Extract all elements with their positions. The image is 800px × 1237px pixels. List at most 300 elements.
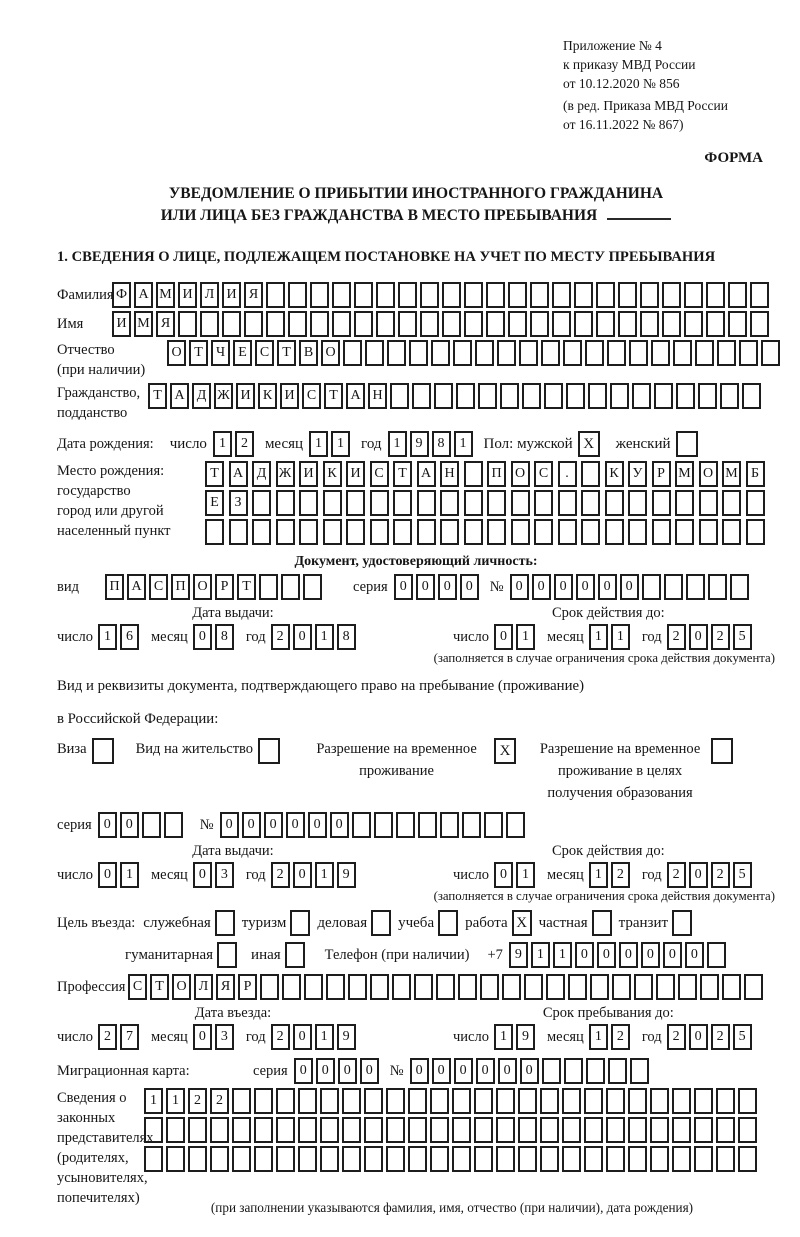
char-box[interactable]: 1 (611, 624, 630, 650)
char-box[interactable]: И (299, 461, 318, 487)
char-box[interactable] (440, 490, 459, 516)
char-box[interactable]: Р (652, 461, 671, 487)
char-box[interactable]: 6 (120, 624, 139, 650)
char-box[interactable]: Т (324, 383, 343, 409)
char-box[interactable]: 2 (711, 1024, 730, 1050)
char-box[interactable] (254, 1088, 273, 1114)
char-box[interactable]: 2 (711, 624, 730, 650)
char-box[interactable] (720, 383, 739, 409)
char-box[interactable]: А (134, 282, 153, 308)
char-box[interactable] (254, 1146, 273, 1172)
char-box[interactable] (761, 340, 780, 366)
char-box[interactable]: 9 (516, 1024, 535, 1050)
char-box[interactable]: Т (393, 461, 412, 487)
char-box[interactable] (716, 1146, 735, 1172)
char-box[interactable] (348, 974, 367, 1000)
char-box[interactable]: 2 (271, 862, 290, 888)
char-box[interactable] (586, 1058, 605, 1084)
char-box[interactable]: Л (200, 282, 219, 308)
char-box[interactable] (299, 490, 318, 516)
char-box[interactable] (393, 519, 412, 545)
char-box[interactable]: П (171, 574, 190, 600)
char-box[interactable] (584, 1146, 603, 1172)
char-box[interactable]: Л (194, 974, 213, 1000)
char-box[interactable] (276, 1088, 295, 1114)
char-box[interactable]: 0 (689, 862, 708, 888)
char-box[interactable]: 2 (98, 1024, 117, 1050)
char-box[interactable]: 8 (432, 431, 451, 457)
char-box[interactable]: 0 (494, 624, 513, 650)
char-box[interactable] (276, 1146, 295, 1172)
char-box[interactable] (664, 574, 683, 600)
char-box[interactable] (376, 282, 395, 308)
char-box[interactable]: 0 (689, 1024, 708, 1050)
char-box[interactable]: А (417, 461, 436, 487)
char-box[interactable] (390, 383, 409, 409)
char-box[interactable] (288, 311, 307, 337)
char-box[interactable] (474, 1146, 493, 1172)
purpose-commercial-checkbox[interactable] (371, 910, 391, 936)
char-box[interactable] (458, 974, 477, 1000)
char-box[interactable] (581, 519, 600, 545)
char-box[interactable]: 1 (516, 624, 535, 650)
char-box[interactable]: 1 (589, 1024, 608, 1050)
char-box[interactable] (142, 812, 161, 838)
char-box[interactable] (618, 311, 637, 337)
char-box[interactable] (695, 340, 714, 366)
char-box[interactable]: 0 (193, 862, 212, 888)
char-box[interactable]: Т (205, 461, 224, 487)
char-box[interactable]: 8 (215, 624, 234, 650)
purpose-other-checkbox[interactable] (285, 942, 305, 968)
char-box[interactable] (252, 519, 271, 545)
char-box[interactable]: 0 (293, 624, 312, 650)
char-box[interactable] (452, 1146, 471, 1172)
char-box[interactable] (352, 812, 371, 838)
char-box[interactable]: 1 (589, 624, 608, 650)
char-box[interactable]: Ж (276, 461, 295, 487)
char-box[interactable] (487, 490, 506, 516)
char-box[interactable] (628, 1117, 647, 1143)
char-box[interactable] (500, 383, 519, 409)
char-box[interactable] (605, 490, 624, 516)
char-box[interactable] (276, 490, 295, 516)
sex-male-checkbox[interactable]: X (578, 431, 600, 457)
char-box[interactable] (585, 340, 604, 366)
purpose-work-checkbox[interactable]: X (512, 910, 532, 936)
char-box[interactable] (606, 1117, 625, 1143)
char-box[interactable] (282, 974, 301, 1000)
char-box[interactable]: 2 (711, 862, 730, 888)
char-box[interactable]: 3 (215, 862, 234, 888)
char-box[interactable] (354, 282, 373, 308)
char-box[interactable]: Б (746, 461, 765, 487)
char-box[interactable] (434, 383, 453, 409)
char-box[interactable]: 2 (667, 1024, 686, 1050)
char-box[interactable]: 0 (98, 812, 117, 838)
char-box[interactable]: 1 (166, 1088, 185, 1114)
char-box[interactable] (739, 340, 758, 366)
char-box[interactable]: 1 (331, 431, 350, 457)
char-box[interactable] (642, 574, 661, 600)
char-box[interactable] (398, 282, 417, 308)
char-box[interactable]: 0 (416, 574, 435, 600)
char-box[interactable] (364, 1117, 383, 1143)
char-box[interactable] (412, 383, 431, 409)
char-box[interactable]: 0 (432, 1058, 451, 1084)
char-box[interactable] (496, 1117, 515, 1143)
char-box[interactable]: Ж (214, 383, 233, 409)
char-box[interactable]: 1 (516, 862, 535, 888)
char-box[interactable]: 0 (532, 574, 551, 600)
char-box[interactable] (706, 311, 725, 337)
char-box[interactable]: Т (237, 574, 256, 600)
char-box[interactable] (464, 461, 483, 487)
char-box[interactable] (414, 974, 433, 1000)
char-box[interactable] (650, 1117, 669, 1143)
char-box[interactable] (370, 974, 389, 1000)
char-box[interactable] (728, 282, 747, 308)
char-box[interactable]: Я (156, 311, 175, 337)
char-box[interactable] (342, 1088, 361, 1114)
char-box[interactable] (558, 519, 577, 545)
char-box[interactable]: 0 (641, 942, 660, 968)
char-box[interactable] (346, 490, 365, 516)
char-box[interactable]: 0 (476, 1058, 495, 1084)
char-box[interactable] (259, 574, 278, 600)
char-box[interactable]: В (299, 340, 318, 366)
char-box[interactable] (700, 974, 719, 1000)
char-box[interactable]: 0 (308, 812, 327, 838)
char-box[interactable] (164, 812, 183, 838)
char-box[interactable]: О (699, 461, 718, 487)
char-box[interactable] (673, 340, 692, 366)
char-box[interactable] (266, 282, 285, 308)
char-box[interactable]: 1 (315, 862, 334, 888)
char-box[interactable] (564, 1058, 583, 1084)
char-box[interactable] (462, 812, 481, 838)
char-box[interactable] (417, 490, 436, 516)
char-box[interactable]: 0 (410, 1058, 429, 1084)
char-box[interactable] (518, 1117, 537, 1143)
char-box[interactable] (386, 1117, 405, 1143)
char-box[interactable] (722, 974, 741, 1000)
char-box[interactable] (386, 1088, 405, 1114)
char-box[interactable]: И (236, 383, 255, 409)
char-box[interactable] (684, 282, 703, 308)
char-box[interactable] (387, 340, 406, 366)
char-box[interactable] (672, 1117, 691, 1143)
char-box[interactable]: Т (277, 340, 296, 366)
char-box[interactable] (346, 519, 365, 545)
char-box[interactable] (436, 974, 455, 1000)
char-box[interactable] (522, 383, 541, 409)
temp-residence-checkbox[interactable]: X (494, 738, 516, 764)
char-box[interactable]: А (346, 383, 365, 409)
char-box[interactable] (484, 812, 503, 838)
char-box[interactable] (607, 340, 626, 366)
char-box[interactable] (252, 490, 271, 516)
char-box[interactable] (544, 383, 563, 409)
purpose-private-checkbox[interactable] (592, 910, 612, 936)
char-box[interactable] (530, 282, 549, 308)
char-box[interactable]: Ф (112, 282, 131, 308)
char-box[interactable] (628, 490, 647, 516)
char-box[interactable]: С (255, 340, 274, 366)
char-box[interactable]: 5 (733, 624, 752, 650)
char-box[interactable] (542, 1058, 561, 1084)
char-box[interactable]: З (229, 490, 248, 516)
char-box[interactable] (540, 1088, 559, 1114)
char-box[interactable] (650, 1146, 669, 1172)
char-box[interactable] (650, 1088, 669, 1114)
char-box[interactable] (299, 519, 318, 545)
char-box[interactable] (310, 282, 329, 308)
char-box[interactable] (200, 311, 219, 337)
char-box[interactable] (364, 1088, 383, 1114)
char-box[interactable] (370, 519, 389, 545)
char-box[interactable] (506, 812, 525, 838)
char-box[interactable] (738, 1088, 757, 1114)
char-box[interactable]: 1 (553, 942, 572, 968)
char-box[interactable] (738, 1146, 757, 1172)
char-box[interactable]: Е (205, 490, 224, 516)
char-box[interactable] (640, 311, 659, 337)
char-box[interactable] (266, 311, 285, 337)
char-box[interactable]: 3 (215, 1024, 234, 1050)
char-box[interactable] (370, 490, 389, 516)
char-box[interactable]: 0 (286, 812, 305, 838)
char-box[interactable]: 2 (188, 1088, 207, 1114)
char-box[interactable]: 0 (494, 862, 513, 888)
purpose-business-checkbox[interactable] (215, 910, 235, 936)
char-box[interactable] (210, 1146, 229, 1172)
char-box[interactable] (563, 340, 582, 366)
char-box[interactable] (323, 490, 342, 516)
char-box[interactable] (478, 383, 497, 409)
char-box[interactable] (534, 490, 553, 516)
sex-female-checkbox[interactable] (676, 431, 698, 457)
char-box[interactable] (304, 974, 323, 1000)
char-box[interactable] (630, 1058, 649, 1084)
char-box[interactable]: 0 (619, 942, 638, 968)
char-box[interactable] (342, 1146, 361, 1172)
char-box[interactable]: 1 (494, 1024, 513, 1050)
char-box[interactable] (502, 974, 521, 1000)
char-box[interactable] (524, 974, 543, 1000)
char-box[interactable] (511, 519, 530, 545)
char-box[interactable] (486, 282, 505, 308)
char-box[interactable]: 5 (733, 1024, 752, 1050)
char-box[interactable] (298, 1117, 317, 1143)
purpose-tourism-checkbox[interactable] (290, 910, 310, 936)
char-box[interactable] (474, 1117, 493, 1143)
char-box[interactable] (474, 1088, 493, 1114)
char-box[interactable]: О (193, 574, 212, 600)
char-box[interactable]: 2 (611, 862, 630, 888)
char-box[interactable]: 1 (309, 431, 328, 457)
char-box[interactable] (486, 311, 505, 337)
char-box[interactable] (323, 519, 342, 545)
char-box[interactable]: Д (192, 383, 211, 409)
char-box[interactable] (519, 340, 538, 366)
char-box[interactable]: 0 (554, 574, 573, 600)
char-box[interactable] (276, 519, 295, 545)
char-box[interactable]: 0 (120, 812, 139, 838)
char-box[interactable] (588, 383, 607, 409)
char-box[interactable] (694, 1117, 713, 1143)
char-box[interactable] (393, 490, 412, 516)
char-box[interactable] (541, 340, 560, 366)
char-box[interactable]: Н (368, 383, 387, 409)
char-box[interactable] (188, 1117, 207, 1143)
char-box[interactable] (540, 1117, 559, 1143)
char-box[interactable] (686, 574, 705, 600)
char-box[interactable] (662, 282, 681, 308)
char-box[interactable]: 2 (667, 862, 686, 888)
char-box[interactable] (442, 311, 461, 337)
char-box[interactable]: 1 (315, 624, 334, 650)
char-box[interactable] (628, 1088, 647, 1114)
char-box[interactable]: 7 (120, 1024, 139, 1050)
char-box[interactable] (606, 1088, 625, 1114)
char-box[interactable] (453, 340, 472, 366)
temp-residence-education-checkbox[interactable] (711, 738, 733, 764)
char-box[interactable] (672, 1146, 691, 1172)
char-box[interactable] (420, 311, 439, 337)
char-box[interactable]: 1 (98, 624, 117, 650)
char-box[interactable] (530, 311, 549, 337)
char-box[interactable] (431, 340, 450, 366)
char-box[interactable]: И (222, 282, 241, 308)
char-box[interactable] (546, 974, 565, 1000)
char-box[interactable]: А (170, 383, 189, 409)
char-box[interactable] (342, 1117, 361, 1143)
char-box[interactable] (408, 1088, 427, 1114)
char-box[interactable] (651, 340, 670, 366)
char-box[interactable] (496, 1088, 515, 1114)
char-box[interactable]: 0 (330, 812, 349, 838)
char-box[interactable] (244, 311, 263, 337)
char-box[interactable] (632, 383, 651, 409)
char-box[interactable] (652, 519, 671, 545)
char-box[interactable]: И (112, 311, 131, 337)
char-box[interactable]: 2 (611, 1024, 630, 1050)
char-box[interactable]: . (558, 461, 577, 487)
char-box[interactable]: К (323, 461, 342, 487)
char-box[interactable] (178, 311, 197, 337)
char-box[interactable] (508, 282, 527, 308)
char-box[interactable]: 0 (220, 812, 239, 838)
char-box[interactable] (716, 1088, 735, 1114)
char-box[interactable] (581, 461, 600, 487)
char-box[interactable] (464, 282, 483, 308)
char-box[interactable]: 0 (620, 574, 639, 600)
char-box[interactable]: 0 (360, 1058, 379, 1084)
char-box[interactable]: 0 (454, 1058, 473, 1084)
char-box[interactable]: 0 (576, 574, 595, 600)
purpose-study-checkbox[interactable] (438, 910, 458, 936)
char-box[interactable]: 0 (394, 574, 413, 600)
char-box[interactable] (281, 574, 300, 600)
char-box[interactable] (364, 1146, 383, 1172)
char-box[interactable]: 1 (144, 1088, 163, 1114)
char-box[interactable]: 0 (98, 862, 117, 888)
char-box[interactable]: У (628, 461, 647, 487)
char-box[interactable] (676, 383, 695, 409)
char-box[interactable] (618, 282, 637, 308)
char-box[interactable] (652, 490, 671, 516)
char-box[interactable] (229, 519, 248, 545)
char-box[interactable] (574, 311, 593, 337)
char-box[interactable]: К (605, 461, 624, 487)
char-box[interactable]: 1 (531, 942, 550, 968)
char-box[interactable] (464, 519, 483, 545)
char-box[interactable] (574, 282, 593, 308)
char-box[interactable] (750, 282, 769, 308)
char-box[interactable]: С (149, 574, 168, 600)
char-box[interactable] (298, 1088, 317, 1114)
char-box[interactable] (456, 383, 475, 409)
visa-checkbox[interactable] (92, 738, 114, 764)
char-box[interactable] (562, 1088, 581, 1114)
char-box[interactable] (440, 519, 459, 545)
char-box[interactable]: П (105, 574, 124, 600)
char-box[interactable] (584, 1117, 603, 1143)
char-box[interactable] (640, 282, 659, 308)
purpose-humanitarian-checkbox[interactable] (217, 942, 237, 968)
char-box[interactable]: 2 (235, 431, 254, 457)
char-box[interactable] (717, 340, 736, 366)
char-box[interactable] (365, 340, 384, 366)
char-box[interactable] (497, 340, 516, 366)
char-box[interactable]: А (229, 461, 248, 487)
char-box[interactable] (508, 311, 527, 337)
char-box[interactable] (408, 1117, 427, 1143)
char-box[interactable] (568, 974, 587, 1000)
char-box[interactable]: 2 (271, 1024, 290, 1050)
char-box[interactable] (376, 311, 395, 337)
char-box[interactable] (708, 574, 727, 600)
char-box[interactable] (408, 1146, 427, 1172)
char-box[interactable] (628, 1146, 647, 1172)
char-box[interactable] (232, 1146, 251, 1172)
char-box[interactable] (254, 1117, 273, 1143)
char-box[interactable] (707, 942, 726, 968)
char-box[interactable] (518, 1146, 537, 1172)
char-box[interactable] (398, 311, 417, 337)
char-box[interactable] (566, 383, 585, 409)
char-box[interactable]: 0 (338, 1058, 357, 1084)
char-box[interactable]: 1 (454, 431, 473, 457)
char-box[interactable] (144, 1146, 163, 1172)
char-box[interactable] (610, 383, 629, 409)
char-box[interactable] (188, 1146, 207, 1172)
char-box[interactable] (464, 311, 483, 337)
char-box[interactable]: 0 (438, 574, 457, 600)
char-box[interactable] (205, 519, 224, 545)
char-box[interactable] (540, 1146, 559, 1172)
char-box[interactable]: Е (233, 340, 252, 366)
char-box[interactable]: 0 (316, 1058, 335, 1084)
char-box[interactable] (298, 1146, 317, 1172)
char-box[interactable]: Я (244, 282, 263, 308)
char-box[interactable]: Д (252, 461, 271, 487)
char-box[interactable] (374, 812, 393, 838)
char-box[interactable] (552, 311, 571, 337)
char-box[interactable]: И (280, 383, 299, 409)
char-box[interactable] (694, 1146, 713, 1172)
